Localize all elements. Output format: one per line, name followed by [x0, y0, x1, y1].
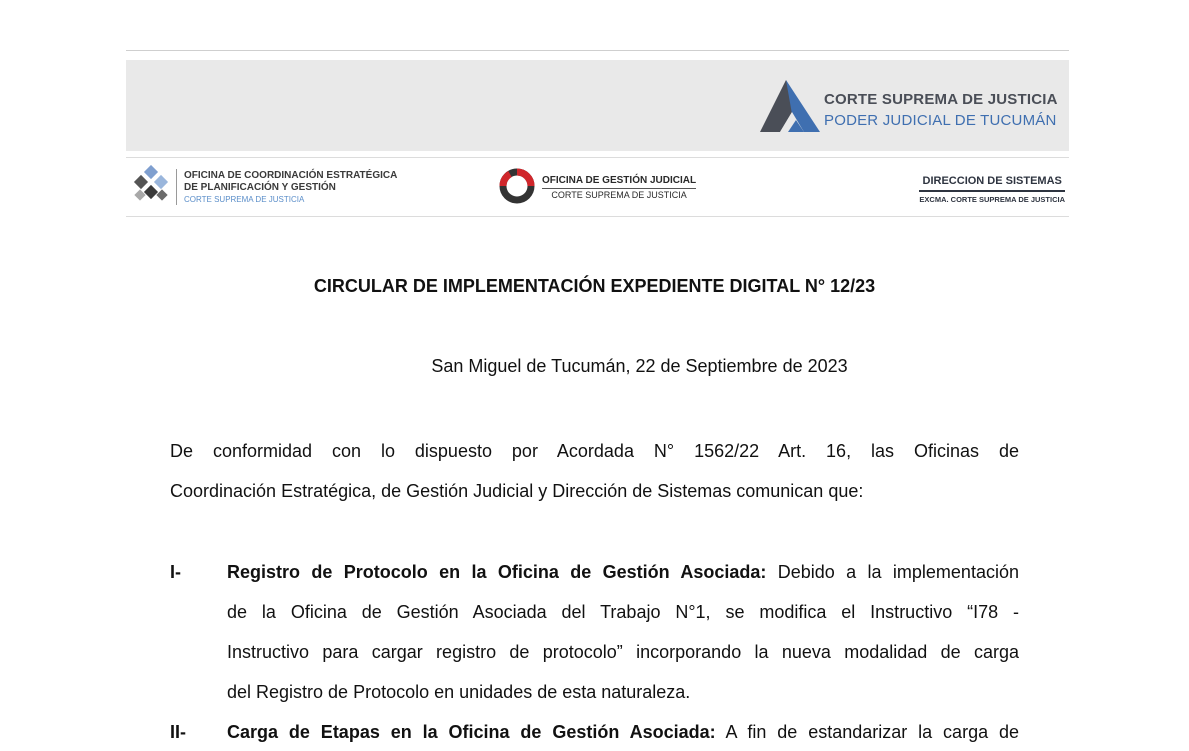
- document-title: CIRCULAR DE IMPLEMENTACIÓN EXPEDIENTE DIGITAL N° 12/23: [313, 276, 876, 296]
- ocep-line-3: CORTE SUPREMA DE JUSTICIA: [184, 195, 305, 204]
- ds-line-1: DIRECCION DE SISTEMAS: [919, 175, 1065, 192]
- ds-line-2: EXCMA. CORTE SUPREMA DE JUSTICIA: [919, 195, 1065, 204]
- item-line: Instructivo para cargar registro de protocolo” incorporando la nueva modalidad de carga: [227, 642, 1019, 662]
- intro-line: Coordinación Estratégica, de Gestión Judicial y Dirección de Sistemas comunican que:: [170, 481, 864, 501]
- document-date: San Miguel de Tucumán, 22 de Septiembre de 2023: [431, 356, 848, 376]
- csj-title-block: [824, 90, 1058, 132]
- header-banner: [126, 60, 1069, 151]
- ocep-title-block: [184, 170, 397, 205]
- item-number: I-: [170, 562, 181, 582]
- ogj-ring-logo-icon: [498, 167, 536, 205]
- ds-title-block: [919, 175, 1065, 205]
- item-body: [227, 552, 1019, 712]
- intro-paragraph: [170, 431, 1019, 511]
- csj-triangle-logo-icon: [758, 76, 822, 134]
- item-heading: Registro de Protocolo en la Oficina de Gestión Asociada:: [227, 562, 767, 582]
- top-rule: [126, 50, 1069, 51]
- item-line: de la Oficina de Gestión Asociada del Trabajo N°1, se modifica el Instructivo “I78 -: [227, 602, 1019, 622]
- item-first-line-rest: A fin de estandarizar la carga de: [715, 722, 1019, 742]
- ocep-line-1: OFICINA DE COORDINACIÓN ESTRATÉGICA: [184, 170, 398, 181]
- ocep-line-2: DE PLANIFICACIÓN Y GESTIÓN: [184, 182, 336, 193]
- intro-line: De conformidad con lo dispuesto por Acordada N° 1562/22 Art. 16, las Oficinas de: [170, 441, 1019, 461]
- sub-banner-rule-bottom: [126, 216, 1069, 217]
- item-first-line: [227, 712, 1019, 751]
- csj-name: CORTE SUPREMA DE JUSTICIA: [824, 91, 1058, 108]
- item-body: [227, 712, 1019, 751]
- item-number: II-: [170, 722, 186, 742]
- item-line: del Registro de Protocolo en unidades de esta naturaleza.: [227, 682, 691, 702]
- item-first-line: [227, 552, 1019, 592]
- sub-banner: [126, 157, 1069, 217]
- ogj-line-2: CORTE SUPREMA DE JUSTICIA: [551, 190, 687, 200]
- ocep-divider: [176, 169, 177, 205]
- ogj-title-block: [542, 175, 696, 201]
- item-first-line-rest: Debido a la implementación: [766, 562, 1019, 582]
- ocep-diamond-logo-icon: [132, 165, 172, 205]
- ogj-line-1: OFICINA DE GESTIÓN JUDICIAL: [542, 175, 696, 189]
- csj-subtitle: PODER JUDICIAL DE TUCUMÁN: [824, 112, 1057, 129]
- item-heading: Carga de Etapas en la Oficina de Gestión Asociada:: [227, 722, 716, 742]
